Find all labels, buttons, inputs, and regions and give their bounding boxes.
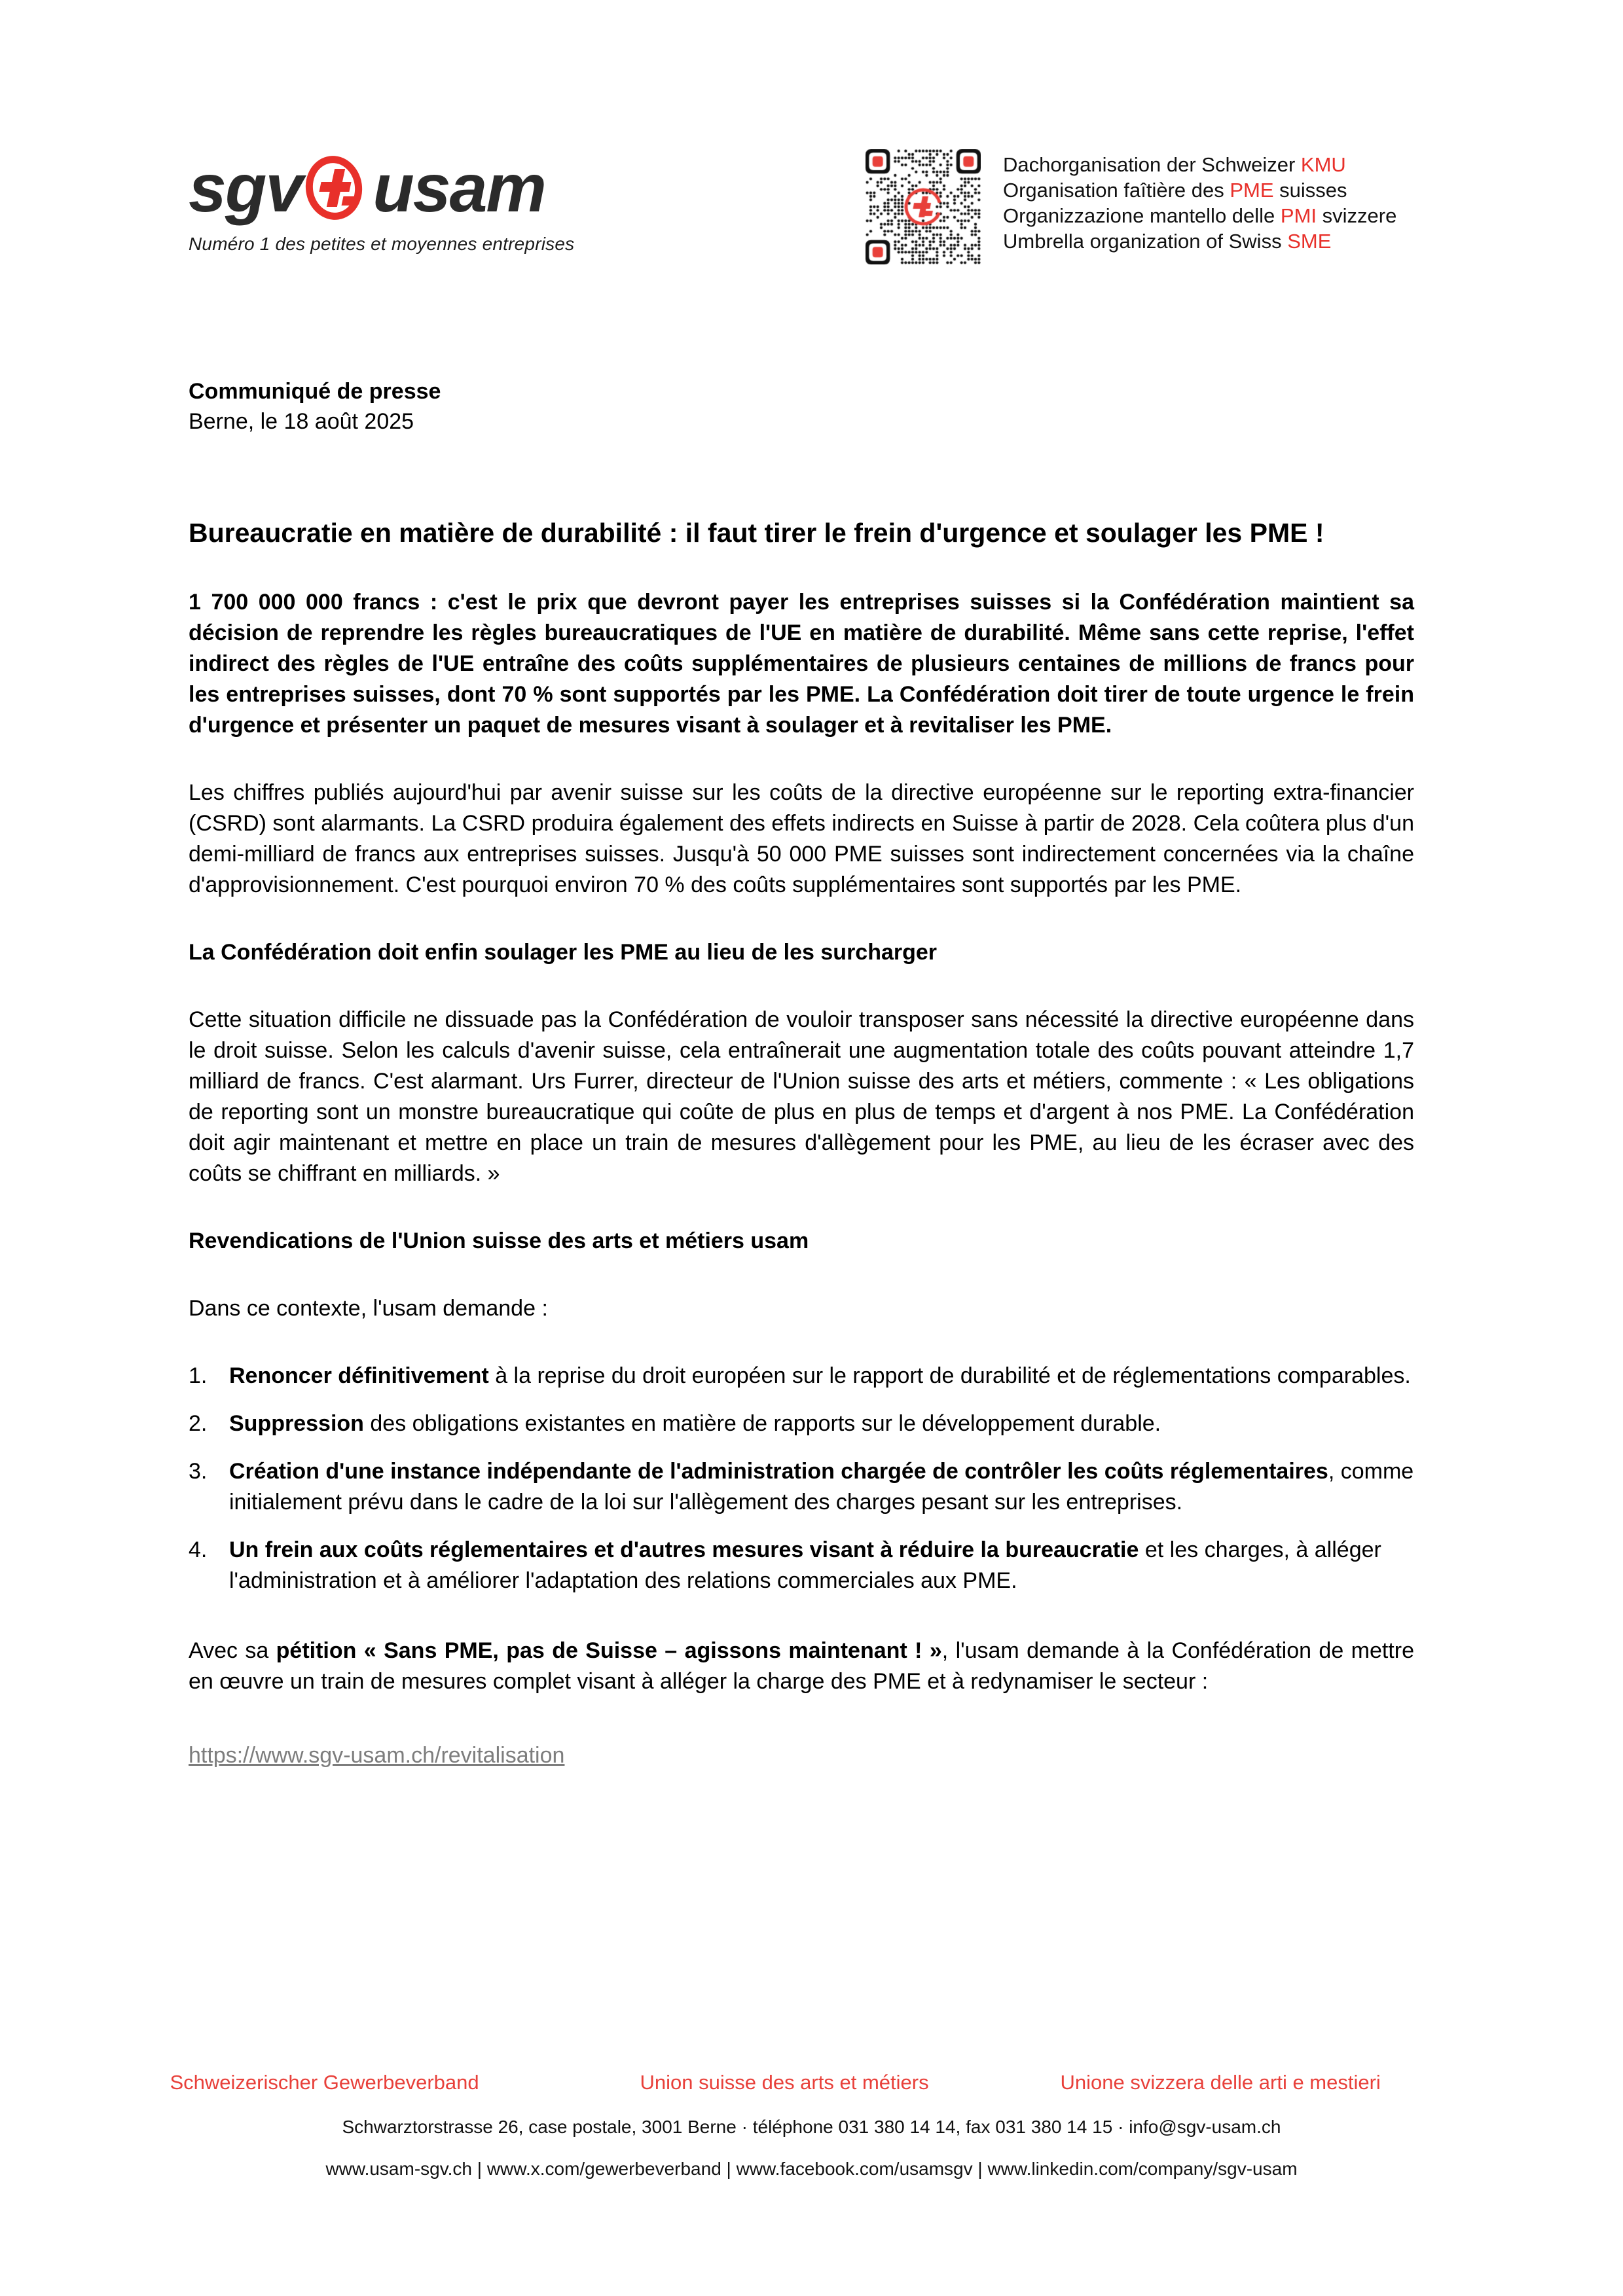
slogan-it-pre: Organizzazione mantello delle bbox=[1003, 204, 1281, 227]
demand-4-bold: Un frein aux coûts réglementaires et d'autres mesures visant à réduire la bureaucratie bbox=[229, 1537, 1139, 1562]
logo-wordmark bbox=[189, 152, 574, 225]
demand-3-bold: Création d'une instance indépendante de l'administration chargée de contrôler les coûts réglementaires bbox=[229, 1459, 1328, 1484]
paragraph-3: Dans ce contexte, l'usam demande : bbox=[189, 1296, 548, 1321]
slogan-de-pre: Dachorganisation der Schweizer bbox=[1003, 153, 1301, 176]
demand-1-rest: à la reprise du droit européen sur le rapport de durabilité et de réglementations comparables. bbox=[488, 1363, 1411, 1388]
demand-3-rest: , comme bbox=[1328, 1459, 1414, 1484]
usam-logo bbox=[189, 152, 574, 255]
slogan-de-highlight: KMU bbox=[1300, 153, 1346, 176]
subheading-2: Revendications de l'Union suisse des arts et métiers usam bbox=[189, 1229, 809, 1253]
brand-qr-block bbox=[866, 149, 1396, 264]
revitalisation-link[interactable]: https://www.sgv-usam.ch/revitalisation bbox=[189, 1743, 565, 1768]
subheading-1: La Confédération doit enfin soulager les PME au lieu de les surcharger bbox=[189, 940, 938, 965]
slogan-it bbox=[1003, 203, 1396, 228]
list-item bbox=[229, 1361, 1414, 1391]
paragraph-2: Cette situation difficile ne dissuade pas la Confédération de vouloir transposer sans nécessité la directive européenne dans le droit suisse. Selon les calculs d'avenir suisse, cela entraînerait une augmentation totale des coûts pouvant atteindre 1,7 milliard de francs. C'est alarmant. Urs Furrer, directeur de l'Union suisse des arts et métiers, commente : « Les obligations de reporting sont un monstre bureaucratique qui coûte de plus en plus de temps et d'argent à nos PME. La Confédération doit agir maintenant et mettre en place un train de mesures d'allègement pour les PME, au lieu de les écraser avec des coûts se chiffrant en milliards. » bbox=[189, 1007, 1414, 1186]
demand-3-rest2: initialement prévu dans le cadre de la loi sur l'allègement des charges pesant sur les entreprises. bbox=[229, 1490, 1183, 1515]
closing-pre: Avec sa bbox=[189, 1638, 276, 1663]
slogan-it-highlight: PMI bbox=[1280, 204, 1317, 227]
demand-2-rest: des obligations existantes en matière de rapports sur le développement durable. bbox=[363, 1411, 1161, 1436]
slogan-en-pre: Umbrella organization of Swiss bbox=[1003, 230, 1288, 253]
logo-tagline: Numéro 1 des petites et moyennes entreprises bbox=[189, 234, 575, 254]
closing-paragraph bbox=[189, 1636, 1414, 1697]
slogan-de bbox=[1003, 152, 1396, 177]
logo-text-usam: usam bbox=[373, 151, 545, 226]
slogan-fr-pre: Organisation faîtière des bbox=[1003, 179, 1230, 202]
slogan-fr-post: suisses bbox=[1273, 179, 1347, 202]
list-item bbox=[229, 1408, 1414, 1439]
demand-1-bold: Renoncer définitivement bbox=[229, 1363, 489, 1388]
slogan-fr-highlight: PME bbox=[1230, 179, 1274, 202]
lead-paragraph: 1 700 000 000 francs : c'est le prix que devront payer les entreprises suisses si la Confédération maintient sa décision de reprendre les règles bureaucratiques de l'UE en matière de durabilité. Même sans cette reprise, l'effet indirect des règles de l'UE entraîne des coûts supplémentaires de plusieurs centaines de millions de francs pour les entreprises suisses, dont 70 % sont supportés par les PME. La Confédération doit tirer de toute urgence le frein d'urgence et présenter un paquet de mesures visant à soulager et à revitaliser les PME. bbox=[189, 590, 1414, 738]
closing-post: , l'usam demande à la Confédération de mettre en œuvre un train de mesures complet visant à alléger la charge des PME et à redynamiser le secteur : bbox=[189, 1638, 1414, 1694]
slogan-en bbox=[1003, 228, 1396, 254]
dateline: Berne, le 18 août 2025 bbox=[189, 409, 414, 434]
page-title: Bureaucratie en matière de durabilité : il faut tirer le frein d'urgence et soulager les PME ! bbox=[189, 518, 1324, 548]
qr-code-icon[interactable] bbox=[866, 149, 981, 264]
demand-2-bold: Suppression bbox=[229, 1411, 364, 1436]
footer-language-names bbox=[170, 2070, 1453, 2098]
footer-address: Schwarztorstrasse 26, case postale, 3001 Berne · téléphone 031 380 14 14, fax 031 380 14 15 · info@sgv-usam.ch bbox=[342, 2117, 1281, 2137]
logo-text-sgv: sgv bbox=[189, 151, 302, 226]
kicker: Communiqué de presse bbox=[189, 379, 441, 404]
list-item bbox=[229, 1535, 1414, 1596]
closing-bold: pétition « Sans PME, pas de Suisse – agissons maintenant ! » bbox=[276, 1638, 942, 1663]
slogan-list bbox=[1003, 149, 1396, 254]
footer-social-links: www.usam-sgv.ch | www.x.com/gewerbeverband | www.facebook.com/usamsgv | www.linkedin.com/company/sgv-usam bbox=[325, 2159, 1298, 2179]
document-body bbox=[189, 376, 1414, 1771]
demands-list bbox=[189, 1361, 1414, 1596]
slogan-en-highlight: SME bbox=[1287, 230, 1332, 253]
page-header bbox=[0, 0, 1623, 288]
slogan-it-post: svizzere bbox=[1317, 204, 1397, 227]
footer-name-fr: Union suisse des arts et métiers bbox=[640, 2071, 929, 2094]
demand-4-rest: et les charges, à alléger l'administration et à améliorer l'adaptation des relations commerciales aux PME. bbox=[229, 1537, 1381, 1593]
paragraph-1: Les chiffres publiés aujourd'hui par avenir suisse sur les coûts de la directive européenne sur le reporting extra-financier (CSRD) sont alarmants. La CSRD produira également des effets indirects en Suisse à partir de 2028. Cela coûtera plus d'un demi-milliard de francs aux entreprises suisses. Jusqu'à 50 000 PME suisses sont indirectement concernées via la chaîne d'approvisionnement. C'est pourquoi environ 70 % des coûts supplémentaires sont supportés par les PME. bbox=[189, 780, 1414, 897]
footer-name-de: Schweizerischer Gewerbeverband bbox=[170, 2071, 479, 2094]
swiss-cross-circle-icon bbox=[303, 154, 371, 223]
list-item bbox=[229, 1456, 1414, 1518]
footer-name-it: Unione svizzera delle arti e mestieri bbox=[1060, 2071, 1381, 2094]
page-footer bbox=[0, 2070, 1623, 2182]
slogan-fr bbox=[1003, 177, 1396, 203]
